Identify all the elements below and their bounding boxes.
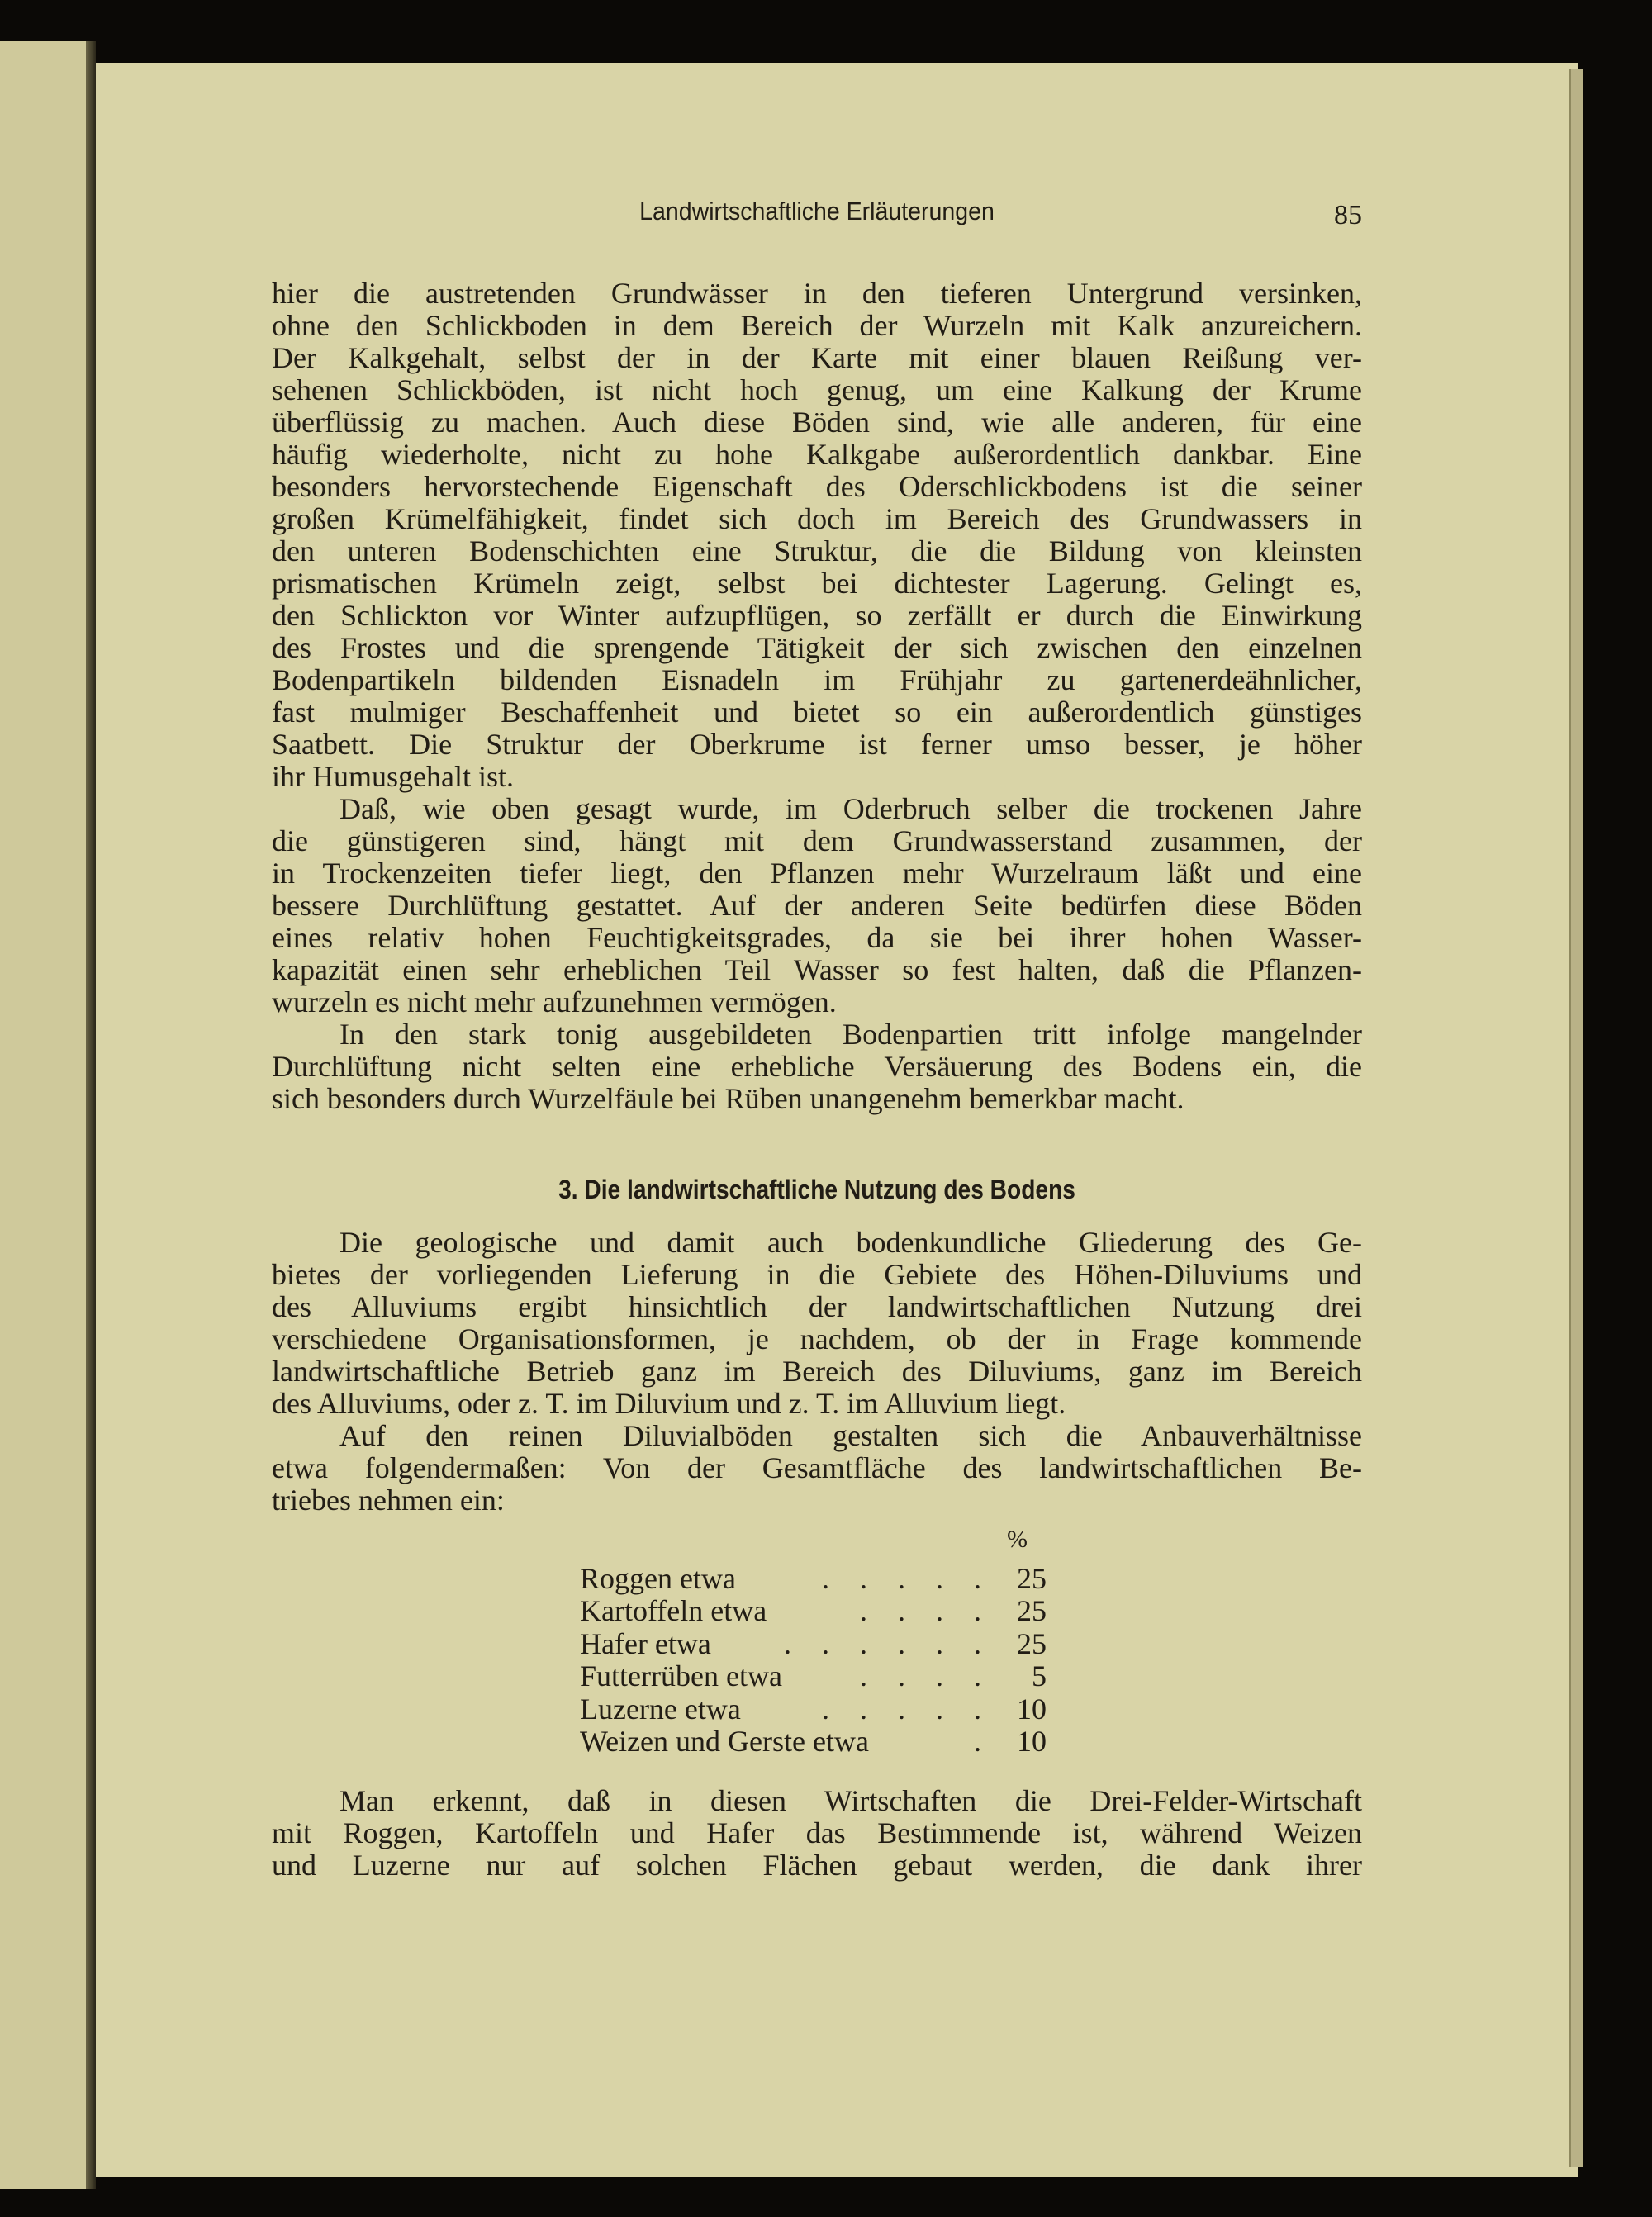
table-row — [272, 1628, 1362, 1660]
text-line: in Trockenzeiten tiefer liegt, den Pflanzen mehr Wurzelraum läßt und eine — [272, 857, 1362, 890]
text-line: bietes der vorliegenden Lieferung in die Gebiete des Höhen-Diluviums und — [272, 1258, 1362, 1291]
text-line: sich besonders durch Wurzelfäule bei Rüben unangenehm bemerkbar macht. — [272, 1082, 1184, 1115]
paragraph — [272, 1420, 1362, 1517]
paragraph — [272, 1785, 1362, 1882]
paragraphs-mid — [272, 1227, 1362, 1517]
text-line: landwirtschaftliche Betrieb ganz im Bereich des Diluviums, ganz im Bereich — [272, 1355, 1362, 1388]
running-title: Landwirtschaftliche Erläuterungen — [639, 197, 995, 225]
leader-dots: . . . . . . — [784, 1627, 993, 1660]
adjacent-page — [0, 41, 86, 2189]
text-line: des Frostes und die sprengende Tätigkeit der sich zwischen den einzelnen — [272, 631, 1362, 664]
page-body — [272, 278, 1362, 1882]
table-row — [272, 1595, 1362, 1627]
leader-dots: . . . . — [860, 1660, 993, 1693]
leader-dots: . — [974, 1725, 993, 1758]
crop-share-table — [272, 1563, 1362, 1758]
crop-label: Roggen etwa — [580, 1562, 736, 1595]
row-label-cell — [580, 1595, 993, 1627]
text-line: ohne den Schlickboden in dem Bereich der Wurzeln mit Kalk anzureichern. — [272, 309, 1362, 342]
crop-label: Kartoffeln etwa — [580, 1594, 767, 1628]
table-row — [272, 1726, 1362, 1758]
text-line: Man erkennt, daß in diesen Wirtschaften die Drei-Felder-Wirtschaft — [339, 1784, 1362, 1818]
percent-value: 10 — [1017, 1724, 1047, 1758]
text-line: Saatbett. Die Struktur der Oberkrume ist ferner umso besser, je höher — [272, 728, 1362, 761]
crop-label: Hafer etwa — [580, 1626, 711, 1660]
paragraph — [272, 793, 1362, 1018]
text-line: wurzeln es nicht mehr aufzunehmen vermögen. — [272, 985, 837, 1018]
text-line: sehenen Schlickböden, ist nicht hoch genug, um eine Kalkung der Krume — [272, 373, 1362, 406]
text-line: Die geologische und damit auch bodenkundliche Gliederung des Ge- — [339, 1226, 1362, 1259]
paragraph — [272, 1018, 1362, 1115]
table-row — [272, 1563, 1362, 1595]
text-line: des Alluviums, oder z. T. im Diluvium und z. T. im Alluvium liegt. — [272, 1387, 1066, 1420]
text-line: Daß, wie oben gesagt wurde, im Oderbruch selber die trockenen Jahre — [339, 792, 1362, 825]
crop-label: Futterrüben etwa — [580, 1659, 782, 1693]
leader-dots: . . . . . — [822, 1563, 993, 1595]
text-line: triebes nehmen ein: — [272, 1484, 505, 1517]
text-line: und Luzerne nur auf solchen Flächen gebaut werden, die dank ihrer — [272, 1849, 1362, 1882]
crop-label: Weizen und Gerste etwa — [580, 1724, 869, 1758]
text-line: In den stark tonig ausgebildeten Bodenpartien tritt infolge mangelnder — [339, 1018, 1362, 1051]
text-line: kapazität einen sehr erheblichen Teil Wasser so fest halten, daß die Pflanzen- — [272, 953, 1362, 986]
percent-value: 25 — [1017, 1562, 1047, 1595]
percent-value: 25 — [1017, 1626, 1047, 1660]
section-heading: 3. Die landwirtschaftliche Nutzung des Bodens — [558, 1175, 1075, 1204]
row-label-cell — [580, 1660, 993, 1692]
paragraphs-bottom — [272, 1785, 1362, 1882]
percent-value: 10 — [1017, 1692, 1047, 1726]
text-line: Bodenpartikeln bildenden Eisnadeln im Frühjahr zu gartenerdeähnlicher, — [272, 663, 1362, 696]
percent-value: 5 — [1032, 1659, 1047, 1693]
row-label-cell — [580, 1726, 993, 1758]
text-line: prismatischen Krümeln zeigt, selbst bei dichtester Lagerung. Gelingt es, — [272, 567, 1362, 600]
text-line: überflüssig zu machen. Auch diese Böden sind, wie alle anderen, für eine — [272, 406, 1362, 439]
text-line: eines relativ hohen Feuchtigkeitsgrades, da sie bei ihrer hohen Wasser- — [272, 921, 1362, 954]
text-line: den unteren Bodenschichten eine Struktur, die die Bildung von kleinsten — [272, 534, 1362, 567]
crop-label: Luzerne etwa — [580, 1692, 741, 1726]
table-unit-header: % — [1007, 1526, 1028, 1553]
leader-dots: . . . . — [860, 1595, 993, 1628]
leader-dots: . . . . . — [822, 1692, 993, 1726]
text-line: mit Roggen, Kartoffeln und Hafer das Bestimmende ist, während Weizen — [272, 1816, 1362, 1850]
text-line: Durchlüftung nicht selten eine erhebliche Versäuerung des Bodens ein, die — [272, 1050, 1362, 1083]
paragraph — [272, 278, 1362, 793]
table-row — [272, 1693, 1362, 1726]
text-line: besonders hervorstechende Eigenschaft des Oderschlickbodens ist die seiner — [272, 470, 1362, 503]
text-line: den Schlickton vor Winter aufzupflügen, so zerfällt er durch die Einwirkung — [272, 599, 1362, 632]
text-line: Auf den reinen Diluvialböden gestalten sich die Anbauverhältnisse — [339, 1419, 1362, 1452]
book-gutter — [86, 41, 96, 2189]
row-label-cell — [580, 1693, 993, 1726]
text-line: die günstigeren sind, hängt mit dem Grundwasserstand zusammen, der — [272, 824, 1362, 857]
page-number: 85 — [1334, 200, 1362, 230]
text-line: häufig wiederholte, nicht zu hohe Kalkgabe außerordentlich dankbar. Eine — [272, 438, 1362, 471]
text-line: des Alluviums ergibt hinsichtlich der landwirtschaftlichen Nutzung drei — [272, 1290, 1362, 1323]
paragraph — [272, 1227, 1362, 1420]
page-edge — [1569, 69, 1583, 2167]
row-label-cell — [580, 1563, 993, 1595]
text-line: hier die austretenden Grundwässer in den tieferen Untergrund versinken, — [272, 277, 1362, 310]
text-line: fast mulmiger Beschaffenheit und bietet so ein außerordentlich günstiges — [272, 695, 1362, 729]
text-line: verschiedene Organisationsformen, je nachdem, ob der in Frage kommende — [272, 1322, 1362, 1355]
text-line: großen Krümelfähigkeit, findet sich doch im Bereich des Grundwassers in — [272, 502, 1362, 535]
paragraphs-top — [272, 278, 1362, 1115]
text-line: ihr Humusgehalt ist. — [272, 760, 514, 793]
percent-value: 25 — [1017, 1594, 1047, 1628]
text-line: bessere Durchlüftung gestattet. Auf der anderen Seite bedürfen diese Böden — [272, 889, 1362, 922]
row-label-cell — [580, 1628, 993, 1660]
text-line: Der Kalkgehalt, selbst der in der Karte mit einer blauen Reißung ver- — [272, 341, 1362, 374]
page-header — [272, 197, 1362, 233]
table-row — [272, 1660, 1362, 1692]
text-line: etwa folgendermaßen: Von der Gesamtfläche des landwirtschaftlichen Be- — [272, 1451, 1362, 1484]
